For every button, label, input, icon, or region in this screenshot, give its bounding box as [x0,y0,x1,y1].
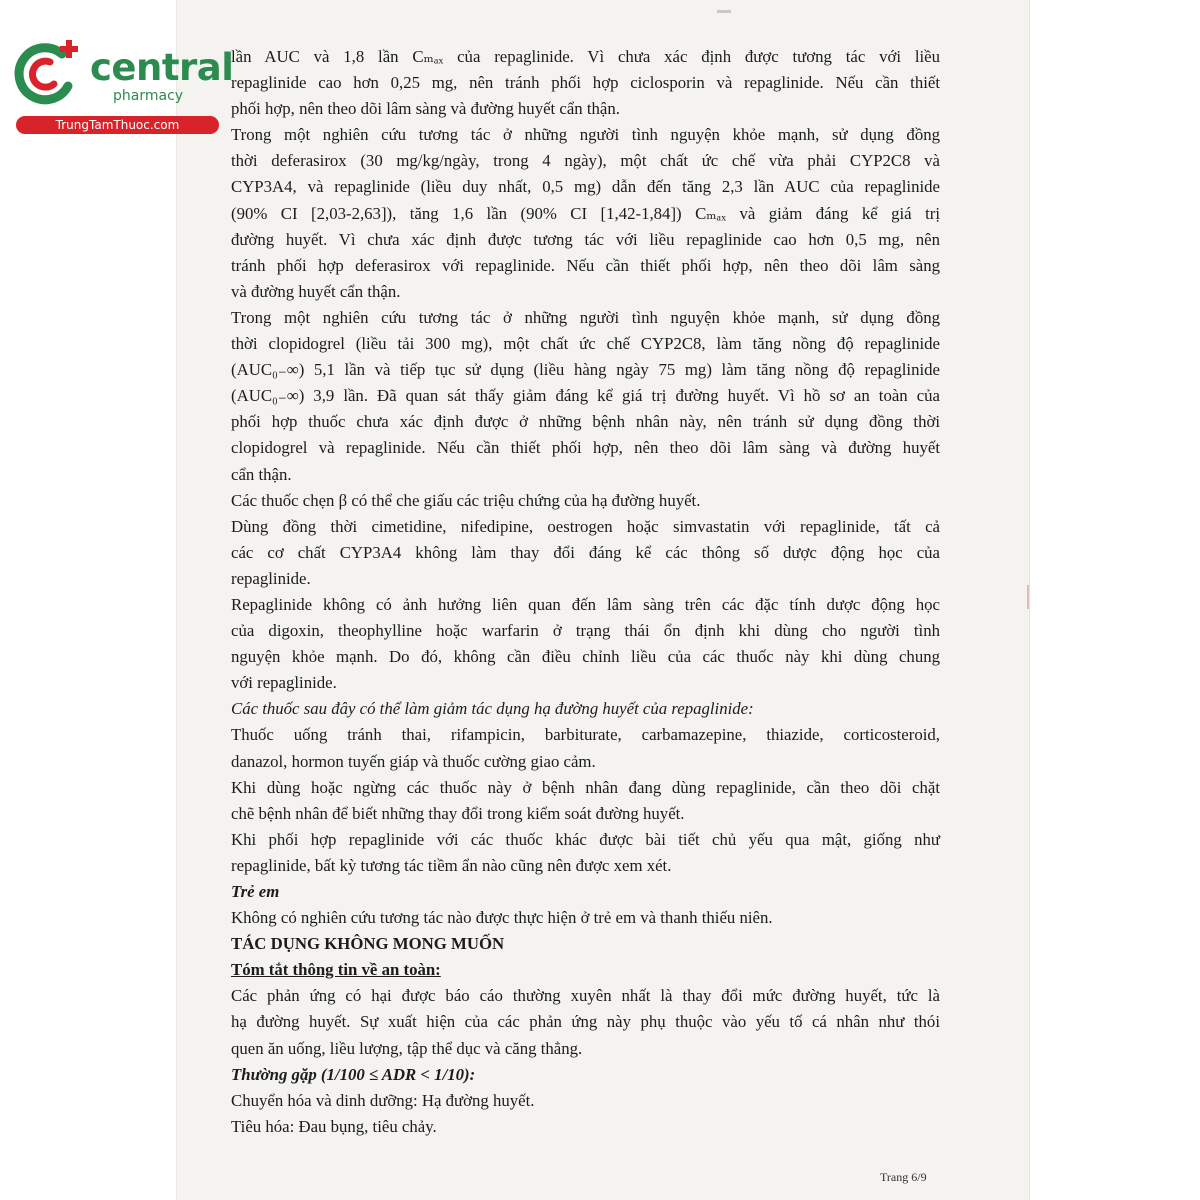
text-line: Dùng đồng thời cimetidine, nifedipine, oestrogen hoặc simvastatin với repaglinide, tất cả [231,516,940,536]
text-line: Thuốc uống tránh thai, rifampicin, barbiturate, carbamazepine, thiazide, corticosteroid, [231,725,940,745]
text-line: repaglinide, bất kỳ tương tác tiềm ẩn nào cũng nên được xem xét. [231,855,672,875]
brand-sub: pharmacy [113,88,184,104]
text-line: cẩn thận. [231,464,292,484]
text-line: Chuyển hóa và dinh dưỡng: Hạ đường huyết. [231,1090,535,1110]
brand-name: central [90,46,234,89]
text-line: phối hợp, nên theo dõi lâm sàng và đường huyết cẩn thận. [231,99,620,119]
text-line: các cơ chất CYP3A4 không làm thay đổi đáng kể các thông số dược động học của [231,542,940,562]
text-line: (AUC₀₋∞) 5,1 lần và tiếp tục sử dụng (liều hàng ngày 75 mg) làm tăng nồng độ repaglinide [231,360,940,380]
text-line: thời clopidogrel (liều tải 300 mg), một chất ức chế CYP2C8, làm tăng nồng độ repaglinide [231,334,940,354]
text-line: lần AUC và 1,8 lần Cₘₐₓ của repaglinide. Vì chưa xác định được tương tác với liều [231,47,940,66]
section-heading: TÁC DỤNG KHÔNG MONG MUỐN [231,934,505,954]
text-line: clopidogrel và repaglinide. Nếu cần thiết phối hợp, nên theo dõi lâm sàng và đường huyết [231,438,940,458]
text-line: với repaglinide. [231,673,337,693]
text-line: Repaglinide không có ảnh hưởng liên quan đến lâm sàng trên các đặc tính dược động học [231,594,940,614]
text-line: repaglinide cao hơn 0,25 mg, nên tránh phối hợp ciclosporin và repaglinide. Nếu cần thiết [231,73,940,93]
text-line: và đường huyết cẩn thận. [231,281,401,301]
text-line: CYP3A4, và repaglinide (liều duy nhất, 0,5 mg) dẫn đến tăng 2,3 lần AUC của repaglinide [231,177,940,197]
page-number: Trang 6/9 [880,1170,927,1184]
text-line: Trong một nghiên cứu tương tác ở những người tình nguyện khỏe mạnh, sử dụng đồng [231,125,940,145]
scan-mark [717,10,731,13]
text-line: thời deferasirox (30 mg/kg/ngày, trong 4 ngày), một chất ức chế vừa phải CYP2C8 và [231,151,940,171]
text-line: Không có nghiên cứu tương tác nào được thực hiện ở trẻ em và thanh thiếu niên. [231,908,773,928]
text-line: tránh phối hợp deferasirox với repaglinide. Nếu cần thiết phối hợp, nên theo dõi lâm sàng [231,255,940,275]
text-line: danazol, hormon tuyến giáp và thuốc cường giao cảm. [231,751,596,771]
subheading-underlined: Tóm tắt thông tin về an toàn: [231,960,441,980]
text-line: Khi dùng hoặc ngừng các thuốc này ở bệnh nhân đang dùng repaglinide, cần theo dõi chặt [231,777,940,797]
subheading-italic: Các thuốc sau đây có thể làm giảm tác dụng hạ đường huyết của repaglinide: [231,699,754,719]
text-line: Trong một nghiên cứu tương tác ở những người tình nguyện khỏe mạnh, sử dụng đồng [231,307,940,327]
subheading-tre-em: Trẻ em [231,882,280,901]
text-line: Các thuốc chẹn β có thể che giấu các triệu chứng của hạ đường huyết. [231,490,701,510]
text-line: chẽ bệnh nhân để biết những thay đổi trong kiểm soát đường huyết. [231,803,685,823]
text-line: của digoxin, theophylline hoặc warfarin ở trạng thái ổn định khi dùng cho người tình [231,621,940,641]
text-line: (AUC₀₋∞) 3,9 lần. Đã quan sát thấy giảm đáng kể giá trị đường huyết. Vì hồ sơ an toàn của [231,386,940,406]
text-line: repaglinide. [231,568,311,588]
subheading-frequency: Thường gặp (1/100 ≤ ADR < 1/10): [231,1064,476,1084]
text-line: nguyện khỏe mạnh. Do đó, không cần điều chỉnh liều của các thuốc này khi dùng chung [231,647,940,667]
text-line: Các phản ứng có hại được báo cáo thường xuyên nhất là thay đổi mức đường huyết, tức là [231,986,940,1006]
text-line: hạ đường huyết. Sự xuất hiện của các phản ứng này phụ thuộc vào yếu tố cá nhân như thói [231,1012,940,1032]
text-line: phối hợp thuốc chưa xác định được ở những bệnh nhân này, nên tránh sử dụng đồng thời [231,412,940,432]
scan-mark-red [1027,585,1029,609]
document-body [231,44,940,1140]
central-logo-icon [10,38,82,110]
brand-site: TrungTamThuoc.com [16,116,219,134]
text-line: Khi phối hợp repaglinide với các thuốc khác được bài tiết chủ yếu qua mật, giống như [231,829,940,849]
central-pharmacy-logo [10,38,234,138]
text-line: Tiêu hóa: Đau bụng, tiêu chảy. [231,1116,437,1136]
text-line: đường huyết. Vì chưa xác định được tương tác với liều repaglinide cao hơn 0,5 mg, nên [231,229,940,249]
text-line: (90% CI [2,03-2,63]), tăng 1,6 lần (90% CI [1,42-1,84]) Cₘₐₓ và giảm đáng kể giá trị [231,203,940,223]
text-line: quen ăn uống, liều lượng, tập thể dục và căng thẳng. [231,1038,583,1058]
